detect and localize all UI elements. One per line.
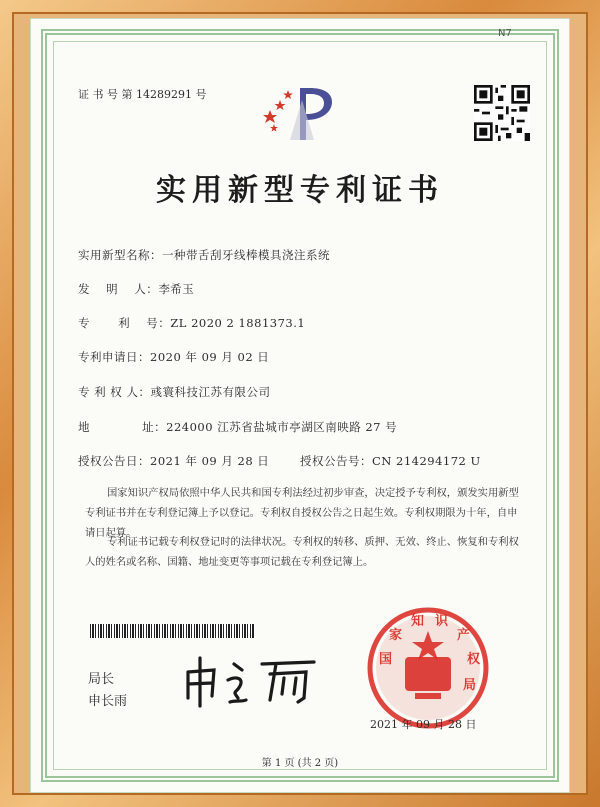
barcode — [90, 624, 255, 638]
field-label: 专 利 权 人： — [78, 385, 151, 399]
field-label: 发 明 人： — [78, 282, 159, 296]
field-value: 2020 年 09 月 02 日 — [150, 350, 270, 364]
certificate-number: 14289291 — [136, 88, 192, 101]
field-utility-model-name — [78, 247, 330, 263]
field-value: CN 214294172 U — [372, 454, 481, 468]
field-value: 2021 年 09 月 28 日 — [150, 454, 270, 468]
svg-text:局: 局 — [463, 678, 477, 693]
field-grant-number — [300, 453, 481, 469]
certificate-number-line — [78, 86, 207, 102]
field-label: 授权公告号： — [300, 454, 372, 468]
official-seal-stamp — [365, 605, 491, 731]
director-title: 局长 — [88, 672, 115, 687]
stamp-date: 2021 年 09 月 28 日 — [370, 718, 477, 731]
corner-mark: N7 — [498, 28, 512, 39]
field-value: ZL 2020 2 1881373.1 — [170, 316, 306, 330]
field-label: 专 利 号： — [78, 316, 171, 330]
field-value: 李希玉 — [158, 282, 195, 296]
body-paragraph-2: 专利证书记载专利权登记时的法律状况。专利权的转移、质押、无效、终止、恢复和专利权人的姓名或名称、国籍、地址变更等事项记载在专利登记簿上。 — [85, 536, 519, 568]
svg-text:家: 家 — [389, 628, 403, 643]
field-value: 224000 江苏省盐城市亭湖区南映路 27 号 — [166, 420, 398, 434]
certificate-title: 实用新型专利证书 — [156, 173, 444, 208]
field-address — [78, 419, 397, 435]
field-label: 授权公告日： — [78, 454, 150, 468]
svg-text:国: 国 — [379, 652, 393, 667]
svg-text:产: 产 — [457, 628, 471, 643]
certificate-number-suffix: 号 — [195, 88, 207, 101]
director-signature — [180, 650, 330, 710]
field-label: 实用新型名称： — [78, 248, 162, 262]
patent-office-emblem-icon — [260, 80, 340, 145]
field-label: 地 址： — [78, 420, 167, 434]
field-patent-number — [78, 315, 305, 331]
body-paragraph-1: 国家知识产权局依照中华人民共和国专利法经过初步审查，决定授予专利权，颁发实用新型专利证书并在专利登记簿上予以登记。专利权自授权公告之日起生效。专利权期限为十年，自申请日起算。 — [85, 487, 519, 539]
field-grant-date — [78, 453, 269, 469]
page-footer: 第 1 页 (共 2 页) — [261, 758, 339, 769]
field-inventor — [78, 281, 194, 297]
qr-code-icon — [474, 85, 530, 141]
field-label: 专利申请日： — [78, 350, 150, 364]
field-patentee — [78, 384, 270, 400]
field-value: 一种带舌刮牙线棒模具浇注系统 — [162, 248, 330, 262]
director-name: 申长雨 — [88, 694, 128, 709]
svg-text:知: 知 — [411, 614, 425, 629]
field-value: 彧寰科技江苏有限公司 — [150, 385, 271, 399]
field-filing-date — [78, 349, 269, 365]
svg-text:权: 权 — [467, 652, 481, 667]
certificate-number-label: 证 书 号 第 — [78, 88, 133, 101]
svg-text:识: 识 — [435, 614, 449, 629]
